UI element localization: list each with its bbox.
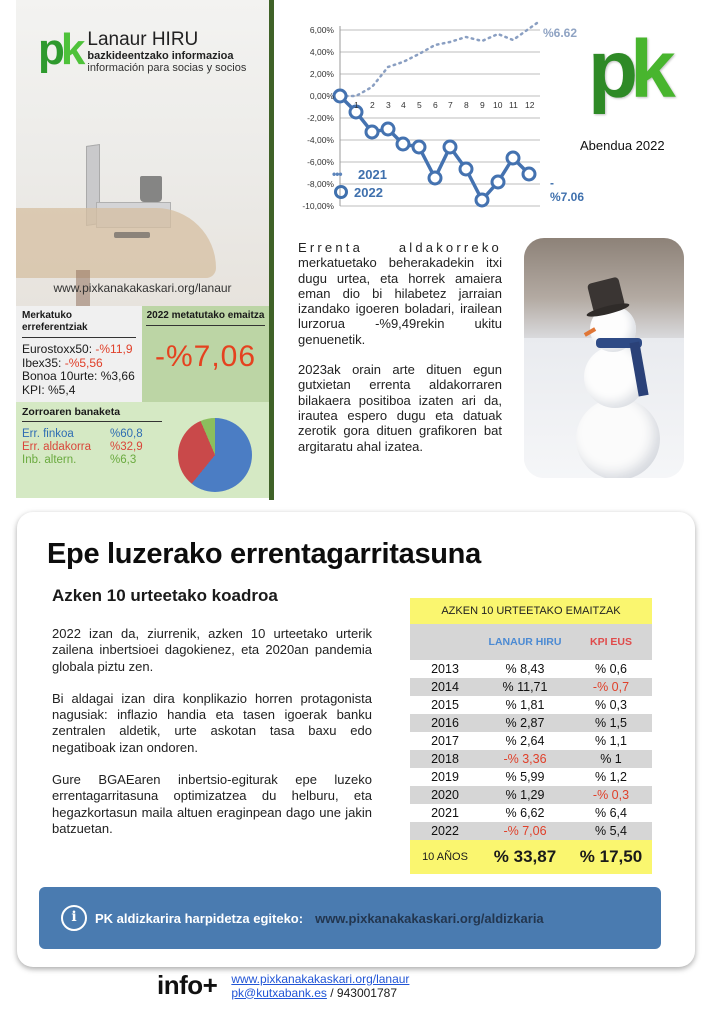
- results-table-row: 2014 % 11,71 -% 0,7: [410, 678, 652, 696]
- series-2021-line: [340, 23, 537, 96]
- y-tick-label: 4,00%: [309, 47, 334, 57]
- y-tick-label: -2,00%: [307, 113, 334, 123]
- results-table-row: 2018 -% 3,36 % 1: [410, 750, 652, 768]
- results-table-row: 2020 % 1,29 -% 0,3: [410, 786, 652, 804]
- subscribe-link[interactable]: www.pixkanakakaskari.org/aldizkaria: [315, 910, 544, 926]
- x-tick-label: 4: [401, 100, 406, 110]
- footer-email-link[interactable]: pk@kutxabank.es: [231, 985, 327, 1000]
- y-tick-label: 6,00%: [309, 25, 334, 35]
- snowman-photo: [524, 238, 684, 478]
- section-subtitle: Azken 10 urteetako koadroa: [52, 586, 278, 605]
- portfolio-allocation: [16, 402, 269, 498]
- x-tick-label: 12: [525, 100, 535, 110]
- section-body: 2022 izan da, ziurrenik, azken 10 urteetako urterik zailena inbertsioei dagokienez, eta 2020an pandemia globala piztu zen. Bi aldagai izan dira konplikazio horren protagonista nagusiak: inflazio handia eta tasen igoerak banku zentralen aldetik, urte askotan tasa baxu edo negatiboak izan ondoren. Gure BGAEaren inbertsio-egiturak epe luzeko errentagarritasuna optimizatzea du helburu, eta hegazkortasun maila altuen eraginpean dago une jakin batzuetan.: [52, 626, 372, 836]
- x-tick-label: 9: [480, 100, 485, 110]
- subscribe-banner[interactable]: [39, 887, 661, 949]
- results-table: [410, 598, 652, 874]
- footer: [157, 970, 409, 1001]
- masthead-title: Lanaur HIRU: [87, 29, 199, 50]
- market-references: [16, 306, 142, 402]
- market-ref-item: Ibex35: -%5,56: [22, 355, 103, 370]
- x-tick-label: 8: [464, 100, 469, 110]
- results-table-row: 2016 % 2,87 % 1,5: [410, 714, 652, 732]
- legend-dots-icon: •••: [332, 167, 342, 181]
- masthead-subtitle-eu: bazkideentzako informazioa: [87, 50, 234, 62]
- banner-label: PK aldizkarira harpidetza egiteko:: [95, 910, 304, 926]
- footer-phone: / 943001787: [326, 985, 397, 1000]
- results-table-title: AZKEN 10 URTEETAKO EMAITZAK: [410, 598, 652, 624]
- results-table-row: 2017 % 2,64 % 1,1: [410, 732, 652, 750]
- info-icon: i: [61, 905, 87, 931]
- hero-url: www.pixkanakakaskari.org/lanaur: [53, 281, 232, 295]
- mug-image: [140, 176, 162, 202]
- intro-text: Errenta aldakorreko merkatuetako beherakadekin itxi dugu urtea, eta horrek amaiera eman dio bi hilabetez jarraian izandako igoeren boladari, irailean lurzorua -%9,49rekin ukitu genuenetik. 2023ak orain arte dituen egun gutxietan errenta aldakorraren bilakaera positiboa izaten ari da, irautea espero dugu eta datuak zerotik gora dituen grafikoren bat argitaratu ahal izatea.: [298, 240, 502, 454]
- x-tick-label: 11: [509, 100, 518, 110]
- x-tick-label: 1: [354, 100, 359, 110]
- x-tick-label: 6: [433, 100, 438, 110]
- x-tick-label: 7: [448, 100, 453, 110]
- y-tick-label: -6,00%: [307, 157, 334, 167]
- chart-legend: ••• 2021 2022: [332, 166, 387, 200]
- y-tick-label: 2,00%: [309, 69, 334, 79]
- info-plus-label: info+: [157, 970, 218, 1000]
- results-table-row: 2022 -% 7,06 % 5,4: [410, 822, 652, 840]
- x-tick-label: 5: [417, 100, 422, 110]
- y-tick-label: -4,00%: [307, 135, 334, 145]
- y-tick-label: -8,00%: [307, 179, 334, 189]
- annotation-2022: -%7.06: [550, 176, 585, 204]
- y-tick-label: -10,00%: [302, 201, 334, 211]
- pk-logo: pk: [38, 25, 82, 74]
- performance-line-chart: [290, 20, 585, 220]
- results-table-row: 2015 % 1,81 % 0,3: [410, 696, 652, 714]
- ytd-result-heading: 2022 metatutako emaitza: [146, 310, 265, 326]
- ytd-result: [142, 306, 269, 402]
- results-table-row: 2013 % 8,43 % 0,6: [410, 660, 652, 678]
- results-table-row: 2021 % 6,62 % 6,4: [410, 804, 652, 822]
- market-references-heading: Merkatuko erreferentziak: [22, 310, 136, 338]
- phone-image: [114, 232, 150, 238]
- masthead: [38, 25, 247, 74]
- market-ref-item: KPI: %5,4: [22, 382, 76, 397]
- footer-website-link[interactable]: www.pixkanakakaskari.org/lanaur: [231, 971, 410, 986]
- hero-photo: [16, 0, 269, 306]
- results-table-row: 2019 % 5,99 % 1,2: [410, 768, 652, 786]
- ytd-result-value: -%7,06: [154, 340, 257, 373]
- results-table-header: LANAUR HIRU KPI EUS: [410, 624, 652, 660]
- x-tick-label: 10: [493, 100, 503, 110]
- left-column: [16, 0, 274, 500]
- pk-logo-large: pk: [588, 24, 668, 115]
- market-ref-item: Eurostoxx50: -%11,9: [22, 342, 133, 356]
- masthead-subtitle-es: información para socias y socios: [87, 62, 247, 74]
- legend-circle-icon: [334, 185, 348, 199]
- long-term-returns-card: [17, 512, 695, 967]
- x-tick-label: 2: [370, 100, 375, 110]
- allocation-item: Inb. altern. %6,3: [22, 454, 137, 466]
- issue-date: Abendua 2022: [580, 138, 665, 153]
- table-image: [16, 208, 216, 278]
- allocation-heading: Zorroaren banaketa: [22, 406, 162, 422]
- allocation-item: Err. aldakorra %32,9: [22, 441, 143, 453]
- y-tick-label: 0,00%: [309, 91, 334, 101]
- results-total-row: 10 AÑOS % 33,87 % 17,50: [410, 840, 652, 874]
- section-title: Epe luzerako errentagarritasuna: [47, 538, 481, 570]
- allocation-pie-chart: [178, 418, 252, 492]
- x-tick-label: 3: [386, 100, 391, 110]
- allocation-item: Err. finkoa %60,8: [22, 428, 143, 440]
- market-ref-item: Bonoa 10urte: %3,66: [22, 369, 135, 383]
- annotation-2021: %6.62: [543, 26, 578, 40]
